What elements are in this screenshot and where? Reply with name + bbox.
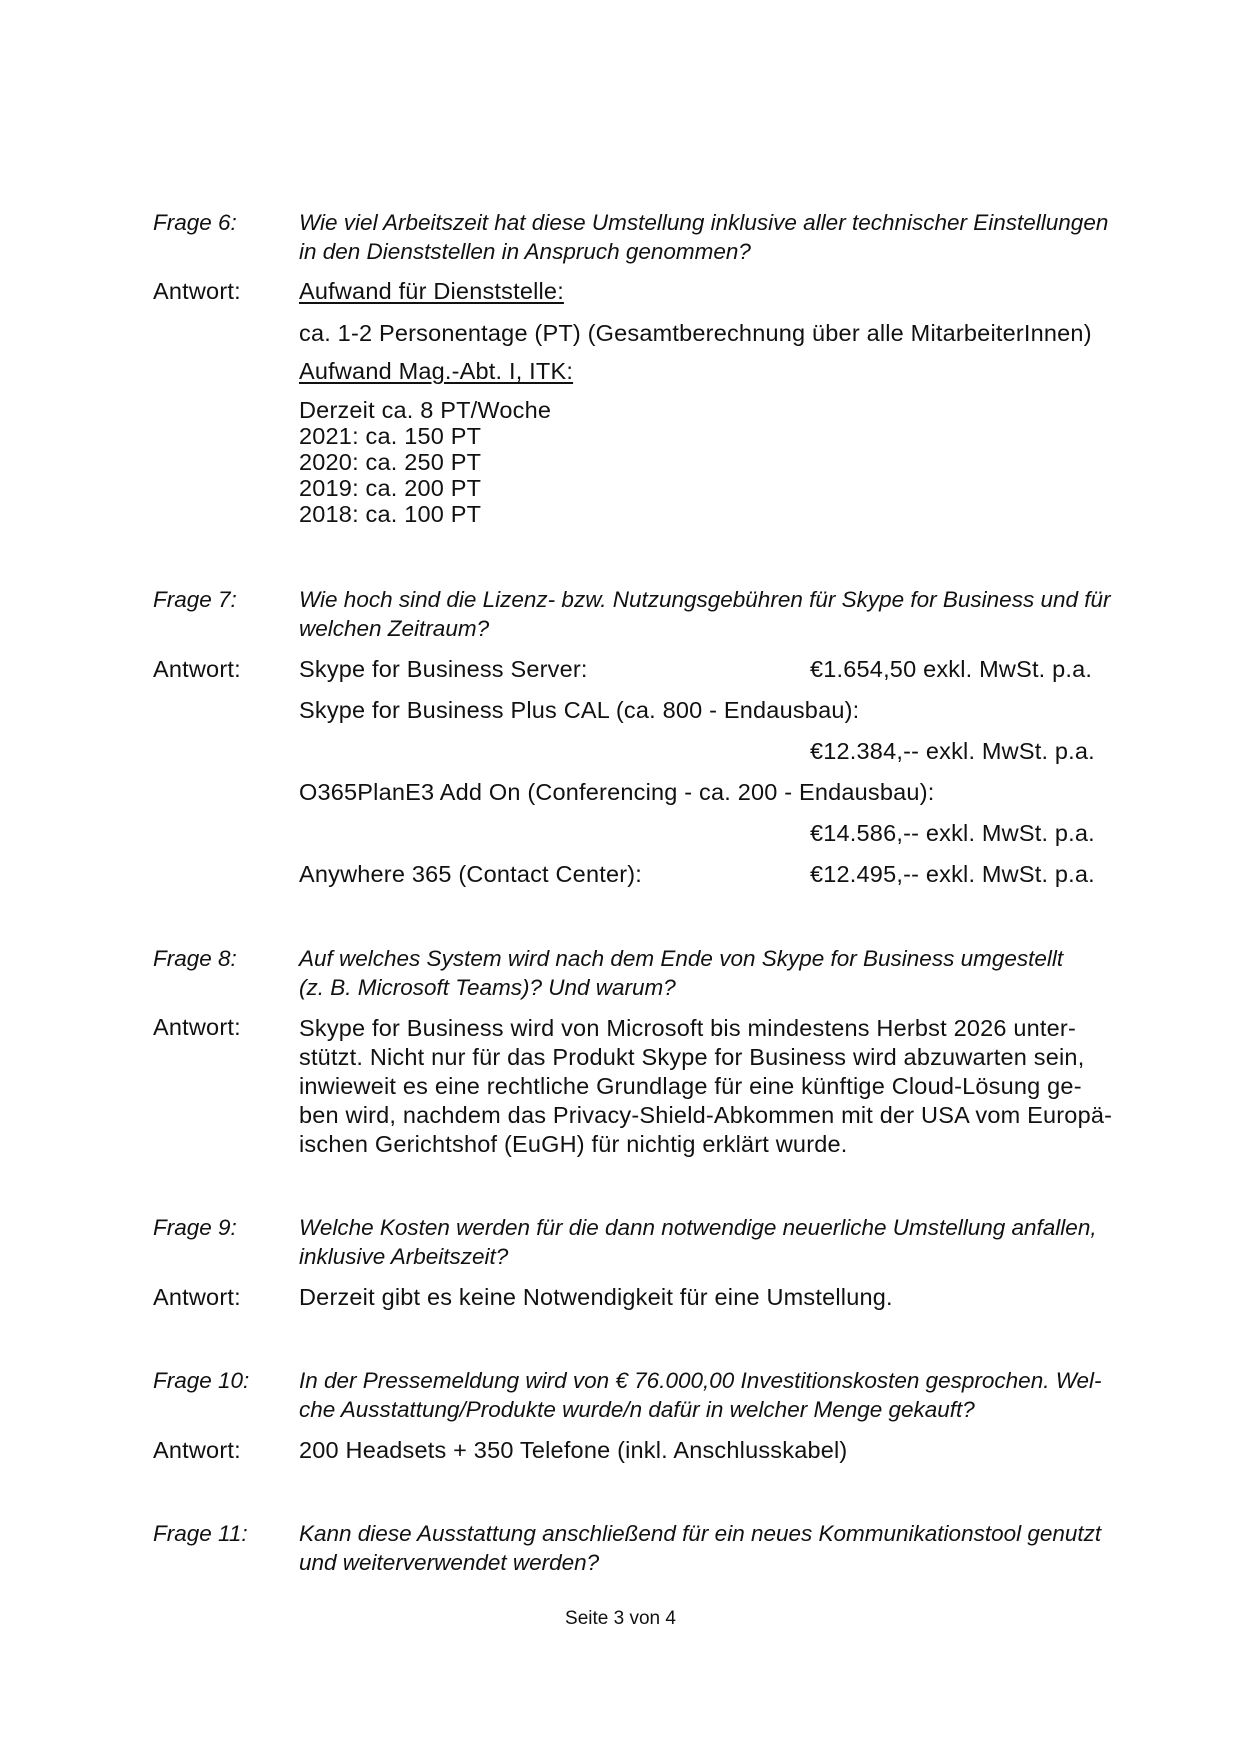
answer-10-text: 200 Headsets + 350 Telefone (inkl. Anschlusskabel) — [299, 1437, 848, 1463]
answer-8-line: ben wird, nachdem das Privacy-Shield-Abkommen mit der USA vom Europä- — [299, 1102, 1113, 1128]
question-9-line-2: inklusive Arbeitszeit? — [299, 1244, 509, 1269]
question-7-line-1: Wie hoch sind die Lizenz- bzw. Nutzungsgebühren für Skype for Business und für — [299, 587, 1111, 612]
answer-6-heading-1: Aufwand für Dienststelle: — [299, 278, 564, 304]
question-10-line-1: In der Pressemeldung wird von € 76.000,00 Investitionskosten gesprochen. Wel- — [299, 1368, 1102, 1393]
answer-8-line: inwieweit es eine rechtliche Grundlage für eine künftige Cloud-Lösung ge- — [299, 1073, 1082, 1099]
effort-line: 2021: ca. 150 PT — [299, 423, 482, 449]
answer-6-label: Antwort: — [153, 278, 241, 304]
question-11-label: Frage 11: — [153, 1521, 248, 1546]
question-8-line-1: Auf welches System wird nach dem Ende von Skype for Business umgestellt — [299, 946, 1064, 971]
question-8-line-2: (z. B. Microsoft Teams)? Und warum? — [299, 975, 676, 1000]
license-item-1: Skype for Business Server: — [299, 656, 588, 682]
question-11-line-1: Kann diese Ausstattung anschließend für ein neues Kommunikationstool genutzt — [299, 1521, 1102, 1546]
effort-line: 2018: ca. 100 PT — [299, 501, 482, 527]
license-price-3: €14.586,-- exkl. MwSt. p.a. — [810, 820, 1095, 846]
license-price-4: €12.495,-- exkl. MwSt. p.a. — [810, 861, 1095, 887]
answer-8-label: Antwort: — [153, 1014, 241, 1040]
answer-9-text: Derzeit gibt es keine Notwendigkeit für eine Umstellung. — [299, 1284, 893, 1310]
question-6-line-1: Wie viel Arbeitszeit hat diese Umstellung inklusive aller technischer Einstellungen — [299, 210, 1109, 235]
question-8-label: Frage 8: — [153, 946, 237, 971]
question-11-text — [299, 1519, 1129, 1577]
page-number-footer: Seite 3 von 4 — [565, 1608, 676, 1629]
question-7-label: Frage 7: — [153, 587, 237, 612]
effort-line: 2020: ca. 250 PT — [299, 449, 482, 475]
question-6-label: Frage 6: — [153, 210, 237, 235]
answer-6-line-1: ca. 1-2 Personentage (PT) (Gesamtberechnung über alle MitarbeiterInnen) — [299, 320, 1092, 346]
effort-line: Derzeit ca. 8 PT/Woche — [299, 397, 552, 423]
question-6-line-2: in den Dienststellen in Anspruch genommen? — [299, 239, 751, 264]
answer-7-label: Antwort: — [153, 656, 241, 682]
license-item-4: Anywhere 365 (Contact Center): — [299, 861, 642, 887]
answer-6-heading-2: Aufwand Mag.-Abt. I, ITK: — [299, 358, 574, 384]
answer-6-effort-list — [299, 397, 1129, 527]
license-item-3: O365PlanE3 Add On (Conferencing - ca. 200 - Endausbau): — [299, 779, 935, 805]
question-10-label: Frage 10: — [153, 1368, 250, 1393]
license-price-1: €1.654,50 exkl. MwSt. p.a. — [810, 656, 1093, 682]
answer-8-line: ischen Gerichtshof (EuGH) für nichtig erklärt wurde. — [299, 1131, 848, 1157]
answer-8-text — [299, 1014, 1129, 1159]
question-9-label: Frage 9: — [153, 1215, 237, 1240]
answer-8-line: Skype for Business wird von Microsoft bis mindestens Herbst 2026 unter- — [299, 1015, 1076, 1041]
license-price-2: €12.384,-- exkl. MwSt. p.a. — [810, 738, 1095, 764]
question-8-text — [299, 944, 1129, 1002]
question-9-line-1: Welche Kosten werden für die dann notwendige neuerliche Umstellung anfallen, — [299, 1215, 1097, 1240]
answer-10-label: Antwort: — [153, 1437, 241, 1463]
effort-line: 2019: ca. 200 PT — [299, 475, 482, 501]
question-9-text — [299, 1213, 1129, 1271]
answer-9-label: Antwort: — [153, 1284, 241, 1310]
question-10-text — [299, 1366, 1129, 1424]
question-11-line-2: und weiterverwendet werden? — [299, 1550, 600, 1575]
question-6-text — [299, 208, 1129, 266]
question-7-line-2: welchen Zeitraum? — [299, 616, 490, 641]
question-7-text — [299, 585, 1129, 643]
license-item-2: Skype for Business Plus CAL (ca. 800 - Endausbau): — [299, 697, 860, 723]
answer-8-line: stützt. Nicht nur für das Produkt Skype for Business wird abzuwarten sein, — [299, 1044, 1085, 1070]
question-10-line-2: che Ausstattung/Produkte wurde/n dafür in welcher Menge gekauft? — [299, 1397, 975, 1422]
